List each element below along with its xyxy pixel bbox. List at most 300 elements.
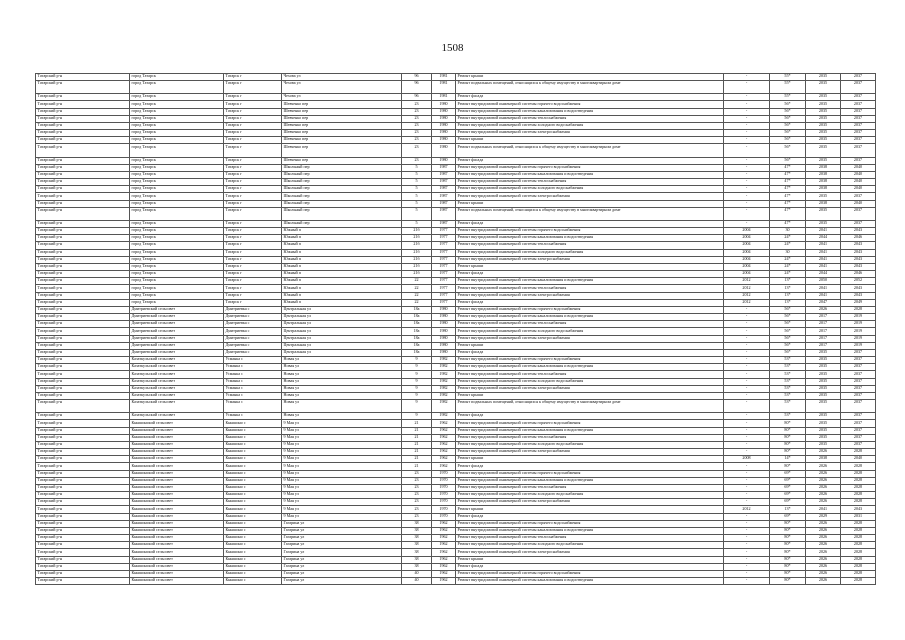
district-cell: Татарский р-н [36,101,130,108]
house-number-cell: 21 [402,441,432,448]
street-cell: Южный п [282,278,402,285]
settlement-cell: Кнышинский сельсовет [130,420,224,427]
wear-percent-cell: 56* [770,335,806,342]
settlement-cell: Казаткульский сельсовет [130,371,224,378]
table-row [36,570,876,577]
plan-end-year-cell: 2028 [841,470,876,477]
locality-cell: Татарск г [224,285,282,292]
last-repair-year-cell: - [724,578,770,585]
table-row [36,542,876,549]
plan-end-year-cell: 2037 [841,115,876,122]
build-year-cell: 1980 [432,349,456,356]
settlement-cell: город Татарск [130,200,224,207]
table-row [36,342,876,349]
table-row [36,400,876,413]
house-number-cell: 96 [402,74,432,81]
house-number-cell: 23 [402,484,432,491]
street-cell: 9 Мая ул [282,477,402,484]
settlement-cell: Казаткульский сельсовет [130,357,224,364]
plan-end-year-cell: 2046 [841,271,876,278]
house-number-cell: 38 [402,549,432,556]
district-cell: Татарский р-н [36,186,130,193]
wear-percent-cell: 47* [770,164,806,171]
plan-start-year-cell: 2026 [806,542,841,549]
district-cell: Татарский р-н [36,94,130,101]
street-cell: Южный п [282,242,402,249]
house-number-cell: 5 [402,171,432,178]
street-cell: Школьный пер [282,171,402,178]
locality-cell: Кнышино с [224,492,282,499]
work-type-cell: Ремонт внутридомовой инженерной системы канализования и водоотведения [456,108,724,115]
plan-end-year-cell: 2028 [841,520,876,527]
plan-start-year-cell: 2035 [806,371,841,378]
district-cell: Татарский р-н [36,371,130,378]
settlement-cell: Кнышинский сельсовет [130,556,224,563]
build-year-cell: 1982 [432,385,456,392]
table-row [36,220,876,227]
wear-percent-cell: 69* [770,470,806,477]
wear-percent-cell: 30 [770,227,806,234]
plan-start-year-cell: 2038 [806,186,841,193]
last-repair-year-cell: 2012 [724,299,770,306]
locality-cell: Татарск г [224,115,282,122]
district-cell: Татарский р-н [36,235,130,242]
street-cell: 9 Мая ул [282,484,402,491]
house-number-cell: 21 [402,449,432,456]
build-year-cell: 1980 [432,342,456,349]
street-cell: Чехова ул [282,74,402,81]
table-row [36,164,876,171]
wear-percent-cell: 55* [770,74,806,81]
street-cell: 9 Мая ул [282,463,402,470]
plan-start-year-cell: 2047 [806,299,841,306]
plan-start-year-cell: 2038 [806,179,841,186]
work-type-cell: Ремонт внутридомовой инженерной системы холодного водоснабжения [456,492,724,499]
wear-percent-cell: 56* [770,122,806,129]
last-repair-year-cell: - [724,306,770,313]
plan-start-year-cell: 2035 [806,193,841,200]
locality-cell: Татарск г [224,249,282,256]
district-cell: Татарский р-н [36,130,130,137]
build-year-cell: 1980 [432,115,456,122]
work-type-cell: Ремонт фасада [456,413,724,420]
plan-start-year-cell: 2035 [806,400,841,413]
plan-end-year-cell: 2037 [841,130,876,137]
settlement-cell: Казаткульский сельсовет [130,378,224,385]
house-number-cell: 40 [402,578,432,585]
work-type-cell: Ремонт внутридомовой инженерной системы холодного водоснабжения [456,122,724,129]
last-repair-year-cell: - [724,94,770,101]
plan-end-year-cell: 2037 [841,207,876,220]
plan-start-year-cell: 2035 [806,144,841,157]
wear-percent-cell: 56* [770,157,806,164]
plan-end-year-cell: 2037 [841,434,876,441]
plan-end-year-cell: 2037 [841,122,876,129]
house-number-cell: 23 [402,101,432,108]
settlement-cell: город Татарск [130,186,224,193]
house-number-cell: 23 [402,506,432,513]
locality-cell: Усманка с [224,392,282,399]
wear-percent-cell: 47* [770,193,806,200]
district-cell: Татарский р-н [36,108,130,115]
locality-cell: Кнышино с [224,484,282,491]
district-cell: Татарский р-н [36,492,130,499]
wear-percent-cell: 69* [770,477,806,484]
district-cell: Татарский р-н [36,328,130,335]
house-number-cell: 9 [402,400,432,413]
build-year-cell: 1962 [432,556,456,563]
locality-cell: Татарск г [224,101,282,108]
settlement-cell: Казаткульский сельсовет [130,413,224,420]
district-cell: Татарский р-н [36,378,130,385]
house-number-cell: 9 [402,371,432,378]
plan-end-year-cell: 2037 [841,144,876,157]
table-row [36,463,876,470]
table-row [36,578,876,585]
plan-start-year-cell: 2035 [806,420,841,427]
district-cell: Татарский р-н [36,299,130,306]
build-year-cell: 1970 [432,484,456,491]
plan-start-year-cell: 2035 [806,130,841,137]
work-type-cell: Ремонт фасада [456,299,724,306]
street-cell: Новая ул [282,392,402,399]
table-row [36,449,876,456]
wear-percent-cell: 56* [770,328,806,335]
district-cell: Татарский р-н [36,74,130,81]
settlement-cell: Кнышинский сельсовет [130,513,224,520]
street-cell: Шевченко пер [282,130,402,137]
build-year-cell: 1981 [432,94,456,101]
work-type-cell: Ремонт крыши [456,392,724,399]
plan-end-year-cell: 2037 [841,101,876,108]
plan-start-year-cell: 2041 [806,256,841,263]
build-year-cell: 1980 [432,108,456,115]
settlement-cell: Кнышинский сельсовет [130,427,224,434]
work-type-cell: Ремонт внутридомовой инженерной системы электроснабжения [456,549,724,556]
work-type-cell: Ремонт крыши [456,506,724,513]
street-cell: Новая ул [282,357,402,364]
district-cell: Татарский р-н [36,434,130,441]
last-repair-year-cell: - [724,535,770,542]
table-row [36,207,876,220]
last-repair-year-cell: - [724,441,770,448]
build-year-cell: 1977 [432,249,456,256]
settlement-cell: город Татарск [130,292,224,299]
locality-cell: Кнышино с [224,549,282,556]
district-cell: Татарский р-н [36,400,130,413]
build-year-cell: 1980 [432,321,456,328]
work-type-cell: Ремонт фасада [456,563,724,570]
table-row [36,492,876,499]
build-year-cell: 1977 [432,242,456,249]
plan-start-year-cell: 2041 [806,506,841,513]
locality-cell: Татарск г [224,235,282,242]
street-cell: 9 Мая ул [282,441,402,448]
wear-percent-cell: 56* [770,321,806,328]
street-cell: Центральная ул [282,335,402,342]
table-row [36,434,876,441]
plan-start-year-cell: 2026 [806,449,841,456]
build-year-cell: 1977 [432,292,456,299]
street-cell: Южный п [282,227,402,234]
last-repair-year-cell: - [724,470,770,477]
settlement-cell: город Татарск [130,74,224,81]
build-year-cell: 1977 [432,235,456,242]
street-cell: Новая ул [282,385,402,392]
plan-start-year-cell: 2038 [806,171,841,178]
plan-start-year-cell: 2029 [806,513,841,520]
locality-cell: Усманка с [224,357,282,364]
street-cell: Гагарина ул [282,520,402,527]
last-repair-year-cell: - [724,513,770,520]
district-cell: Татарский р-н [36,449,130,456]
street-cell: Школьный пер [282,193,402,200]
plan-start-year-cell: 2026 [806,306,841,313]
locality-cell: Татарск г [224,263,282,270]
settlement-cell: Кнышинский сельсовет [130,542,224,549]
settlement-cell: Кнышинский сельсовет [130,441,224,448]
house-number-cell: 22 [402,278,432,285]
build-year-cell: 1977 [432,256,456,263]
table-row [36,122,876,129]
last-repair-year-cell: 2012 [724,285,770,292]
house-number-cell: 21 [402,463,432,470]
wear-percent-cell: 69* [770,492,806,499]
wear-percent-cell: 80* [770,535,806,542]
table-row [36,227,876,234]
settlement-cell: город Татарск [130,179,224,186]
plan-end-year-cell: 2019 [841,328,876,335]
table-row [36,477,876,484]
street-cell: Южный п [282,299,402,306]
work-type-cell: Ремонт подвальных помещений, относящихся к общему имуществу в многоквартирном доме [456,144,724,157]
build-year-cell: 1980 [432,137,456,144]
table-row [36,535,876,542]
table-row [36,271,876,278]
table-row [36,392,876,399]
plan-end-year-cell: 2028 [841,306,876,313]
plan-end-year-cell: 2037 [841,420,876,427]
locality-cell: Татарск г [224,299,282,306]
build-year-cell: 1980 [432,328,456,335]
house-number-cell: 38 [402,542,432,549]
plan-start-year-cell: 2041 [806,263,841,270]
work-type-cell: Ремонт внутридомовой инженерной системы горячего водоснабжения [456,357,724,364]
wear-percent-cell: 80* [770,578,806,585]
last-repair-year-cell: - [724,392,770,399]
table-row [36,74,876,81]
locality-cell: Дмитриевка с [224,328,282,335]
plan-end-year-cell: 2043 [841,292,876,299]
last-repair-year-cell: 2004 [724,263,770,270]
work-type-cell: Ремонт внутридомовой инженерной системы электроснабжения [456,292,724,299]
house-number-cell: 21б [402,227,432,234]
house-number-cell: 96 [402,94,432,101]
district-cell: Татарский р-н [36,335,130,342]
locality-cell: Кнышино с [224,513,282,520]
table-row [36,242,876,249]
wear-percent-cell: 24* [770,263,806,270]
plan-end-year-cell: 2037 [841,427,876,434]
plan-end-year-cell: 2028 [841,570,876,577]
wear-percent-cell: 53* [770,378,806,385]
table-row [36,314,876,321]
build-year-cell: 1962 [432,549,456,556]
work-type-cell: Ремонт внутридомовой инженерной системы горячего водоснабжения [456,520,724,527]
house-number-cell: 23 [402,137,432,144]
plan-end-year-cell: 2040 [841,186,876,193]
locality-cell: Татарск г [224,292,282,299]
plan-end-year-cell: 2040 [841,456,876,463]
house-number-cell: 18а [402,321,432,328]
district-cell: Татарский р-н [36,256,130,263]
last-repair-year-cell: - [724,137,770,144]
street-cell: Центральная ул [282,306,402,313]
build-year-cell: 1970 [432,499,456,506]
street-cell: 9 Мая ул [282,427,402,434]
district-cell: Татарский р-н [36,542,130,549]
locality-cell: Кнышино с [224,456,282,463]
locality-cell: Татарск г [224,242,282,249]
work-type-cell: Ремонт подвальных помещений, относящихся к общему имуществу в многоквартирном доме [456,81,724,94]
street-cell: Шевченко пер [282,115,402,122]
settlement-cell: город Татарск [130,94,224,101]
build-year-cell: 1982 [432,357,456,364]
last-repair-year-cell: - [724,364,770,371]
build-year-cell: 1982 [432,392,456,399]
table-row [36,256,876,263]
plan-end-year-cell: 2043 [841,249,876,256]
build-year-cell: 1982 [432,413,456,420]
table-row [36,470,876,477]
settlement-cell: город Татарск [130,137,224,144]
build-year-cell: 1982 [432,378,456,385]
settlement-cell: город Татарск [130,164,224,171]
locality-cell: Татарск г [224,130,282,137]
wear-percent-cell: 13* [770,292,806,299]
street-cell: Новая ул [282,413,402,420]
plan-end-year-cell: 2019 [841,321,876,328]
plan-end-year-cell: 2037 [841,385,876,392]
district-cell: Татарский р-н [36,364,130,371]
house-number-cell: 23 [402,499,432,506]
table-row [36,171,876,178]
plan-start-year-cell: 2017 [806,314,841,321]
wear-percent-cell: 47* [770,179,806,186]
wear-percent-cell: 56* [770,130,806,137]
build-year-cell: 1962 [432,463,456,470]
plan-start-year-cell: 2026 [806,549,841,556]
plan-start-year-cell: 2038 [806,456,841,463]
settlement-cell: Кнышинский сельсовет [130,456,224,463]
last-repair-year-cell: - [724,434,770,441]
build-year-cell: 1962 [432,520,456,527]
wear-percent-cell: 53* [770,357,806,364]
table-row [36,299,876,306]
locality-cell: Дмитриевка с [224,335,282,342]
last-repair-year-cell: 2012 [724,506,770,513]
wear-percent-cell: 80* [770,427,806,434]
wear-percent-cell: 80* [770,441,806,448]
plan-end-year-cell: 2028 [841,527,876,534]
plan-start-year-cell: 2041 [806,242,841,249]
work-type-cell: Ремонт фасада [456,157,724,164]
work-type-cell: Ремонт подвальных помещений, относящихся к общему имуществу в многоквартирном доме [456,207,724,220]
locality-cell: Кнышино с [224,427,282,434]
street-cell: Южный п [282,285,402,292]
house-number-cell: 21 [402,427,432,434]
settlement-cell: Кнышинский сельсовет [130,484,224,491]
district-cell: Татарский р-н [36,570,130,577]
district-cell: Татарский р-н [36,220,130,227]
district-cell: Татарский р-н [36,556,130,563]
district-cell: Татарский р-н [36,520,130,527]
street-cell: 9 Мая ул [282,449,402,456]
street-cell: Центральная ул [282,349,402,356]
district-cell: Татарский р-н [36,115,130,122]
build-year-cell: 1977 [432,285,456,292]
house-number-cell: 5 [402,220,432,227]
locality-cell: Татарск г [224,137,282,144]
wear-percent-cell: 80* [770,542,806,549]
plan-start-year-cell: 2035 [806,357,841,364]
work-type-cell: Ремонт внутридомовой инженерной системы горячего водоснабжения [456,470,724,477]
last-repair-year-cell: - [724,207,770,220]
settlement-cell: город Татарск [130,299,224,306]
last-repair-year-cell: - [724,220,770,227]
plan-end-year-cell: 2049 [841,299,876,306]
wear-percent-cell: 24* [770,271,806,278]
table-row [36,349,876,356]
table-row [36,556,876,563]
build-year-cell: 1987 [432,179,456,186]
plan-end-year-cell: 2043 [841,242,876,249]
table-row [36,263,876,270]
plan-end-year-cell: 2037 [841,193,876,200]
house-number-cell: 38 [402,563,432,570]
last-repair-year-cell: - [724,549,770,556]
plan-start-year-cell: 2035 [806,378,841,385]
last-repair-year-cell: - [724,542,770,549]
table-row [36,101,876,108]
house-number-cell: 5 [402,207,432,220]
plan-start-year-cell: 2026 [806,570,841,577]
district-cell: Татарский р-н [36,535,130,542]
page-number: 1508 [441,42,464,54]
plan-start-year-cell: 2041 [806,292,841,299]
locality-cell: Татарск г [224,81,282,94]
settlement-cell: Кнышинский сельсовет [130,520,224,527]
work-type-cell: Ремонт фасада [456,349,724,356]
wear-percent-cell: 13* [770,299,806,306]
plan-end-year-cell: 2037 [841,413,876,420]
settlement-cell: Кнышинский сельсовет [130,477,224,484]
last-repair-year-cell: - [724,378,770,385]
settlement-cell: Кнышинский сельсовет [130,506,224,513]
house-number-cell: 22 [402,299,432,306]
plan-end-year-cell: 2043 [841,227,876,234]
last-repair-year-cell: - [724,484,770,491]
plan-end-year-cell: 2028 [841,549,876,556]
house-number-cell: 23 [402,115,432,122]
plan-end-year-cell: 2037 [841,400,876,413]
wear-percent-cell: 47* [770,207,806,220]
work-type-cell: Ремонт внутридомовой инженерной системы канализования и водоотведения [456,578,724,585]
plan-end-year-cell: 2037 [841,371,876,378]
build-year-cell: 1977 [432,299,456,306]
table-row [36,378,876,385]
street-cell: 9 Мая ул [282,506,402,513]
